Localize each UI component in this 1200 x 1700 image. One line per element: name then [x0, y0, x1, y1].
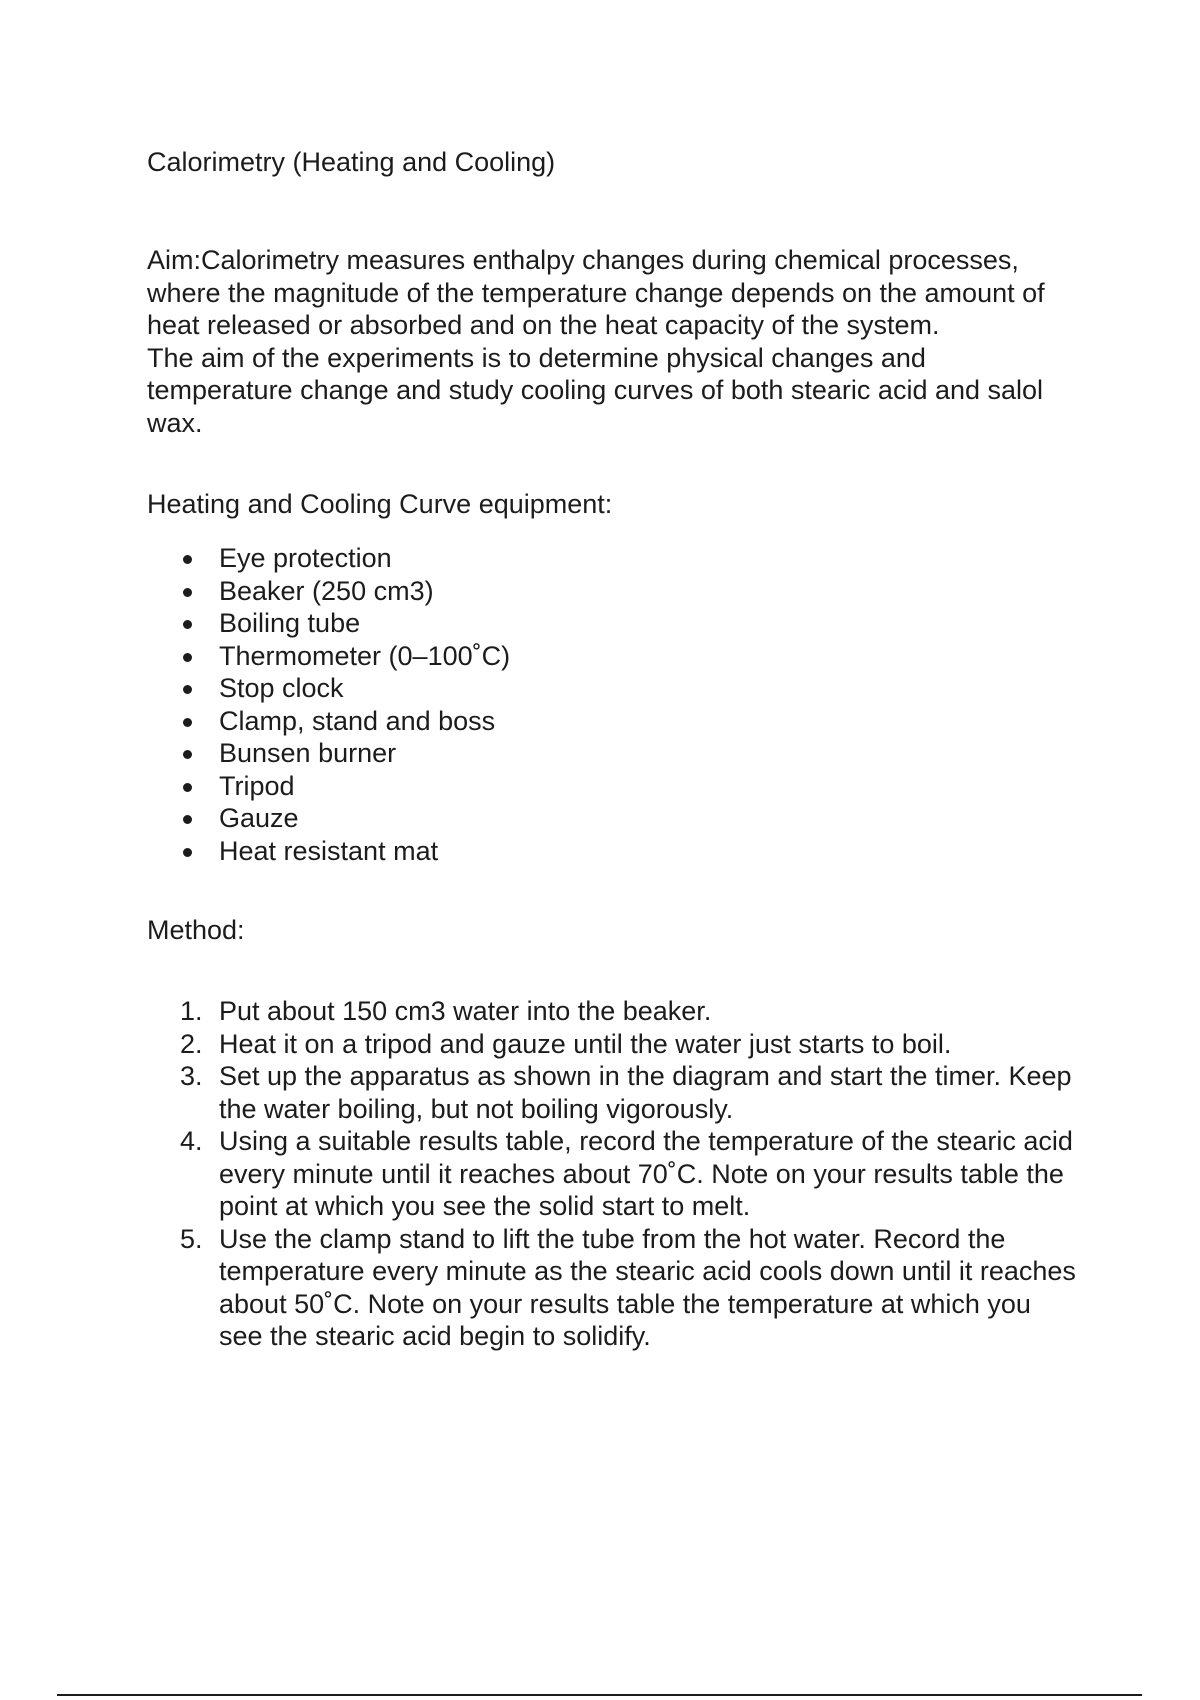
- equipment-item-label: Beaker (250 cm3): [219, 575, 434, 606]
- list-item: [147, 575, 1077, 608]
- equipment-heading: Heating and Cooling Curve equipment:: [147, 489, 613, 519]
- bullet-icon: [183, 848, 192, 857]
- equipment-item-label: Stop clock: [219, 673, 344, 703]
- bullet-icon: [183, 685, 192, 694]
- method-step: [147, 995, 1077, 1028]
- step-number: 5.: [180, 1223, 203, 1254]
- list-item: [147, 672, 1077, 705]
- method-step: [147, 1060, 1077, 1125]
- list-item: [147, 542, 1077, 575]
- document-page: [147, 146, 1077, 1353]
- step-text: Put about 150 cm3 water into the beaker.: [219, 996, 712, 1026]
- bullet-icon: [183, 653, 192, 662]
- step-text: Using a suitable results table, record the temperature of the stearic acid every minute until it reaches about 70˚C. Note on your results table the point at which you see the solid start to melt.: [219, 1126, 1073, 1221]
- list-item: [147, 835, 1077, 868]
- document-title: Calorimetry (Heating and Cooling): [147, 147, 556, 177]
- list-item: [147, 737, 1077, 770]
- aim-paragraph: Aim:Calorimetry measures enthalpy changes during chemical processes, where the magnitude of the temperature change depends on the amount of heat released or absorbed and on the heat capacity of the system.: [147, 245, 1045, 340]
- equipment-item-label: Thermometer (0–100˚C): [219, 640, 511, 671]
- method-step: [147, 1125, 1077, 1223]
- equipment-item-label: Gauze: [219, 803, 299, 833]
- method-heading: Method:: [147, 915, 245, 945]
- list-item: [147, 705, 1077, 738]
- list-item: [147, 770, 1077, 803]
- equipment-item-label: Eye protection: [219, 543, 392, 573]
- equipment-list: [147, 542, 1077, 867]
- aim-section: [147, 244, 1077, 439]
- equipment-item-label: Clamp, stand and boss: [219, 705, 496, 736]
- equipment-item-label: Bunsen burner: [219, 738, 397, 768]
- step-number: 4.: [180, 1126, 203, 1156]
- step-number: 2.: [180, 1028, 203, 1059]
- equipment-item-label: Boiling tube: [219, 608, 361, 638]
- aim-paragraph: The aim of the experiments is to determine physical changes and temperature change and study cooling curves of both stearic acid and salol wax.: [147, 342, 1044, 438]
- bullet-icon: [183, 815, 192, 824]
- bullet-icon: [183, 783, 192, 792]
- list-item: [147, 640, 1077, 673]
- bullet-icon: [183, 555, 192, 564]
- step-text: Set up the apparatus as shown in the diagram and start the timer. Keep the water boiling, but not boiling vigorously.: [219, 1061, 1072, 1124]
- bullet-icon: [183, 588, 192, 597]
- method-steps-list: [147, 995, 1077, 1353]
- step-number: 3.: [180, 1061, 203, 1091]
- step-text: Heat it on a tripod and gauze until the water just starts to boil.: [219, 1028, 952, 1059]
- method-step: [147, 1028, 1077, 1061]
- bullet-icon: [183, 750, 192, 759]
- list-item: [147, 802, 1077, 835]
- method-step: [147, 1223, 1077, 1353]
- bullet-icon: [183, 620, 192, 629]
- step-number: 1.: [180, 996, 203, 1026]
- equipment-item-label: Tripod: [219, 770, 295, 801]
- equipment-item-label: Heat resistant mat: [219, 835, 439, 866]
- page-divider: [57, 1694, 1142, 1696]
- bullet-icon: [183, 718, 192, 727]
- step-text: Use the clamp stand to lift the tube from the hot water. Record the temperature every minute as the stearic acid cools down until it reaches about 50˚C. Note on your results table the temperature at which you see the stearic acid begin to solidify.: [219, 1223, 1076, 1351]
- list-item: [147, 607, 1077, 640]
